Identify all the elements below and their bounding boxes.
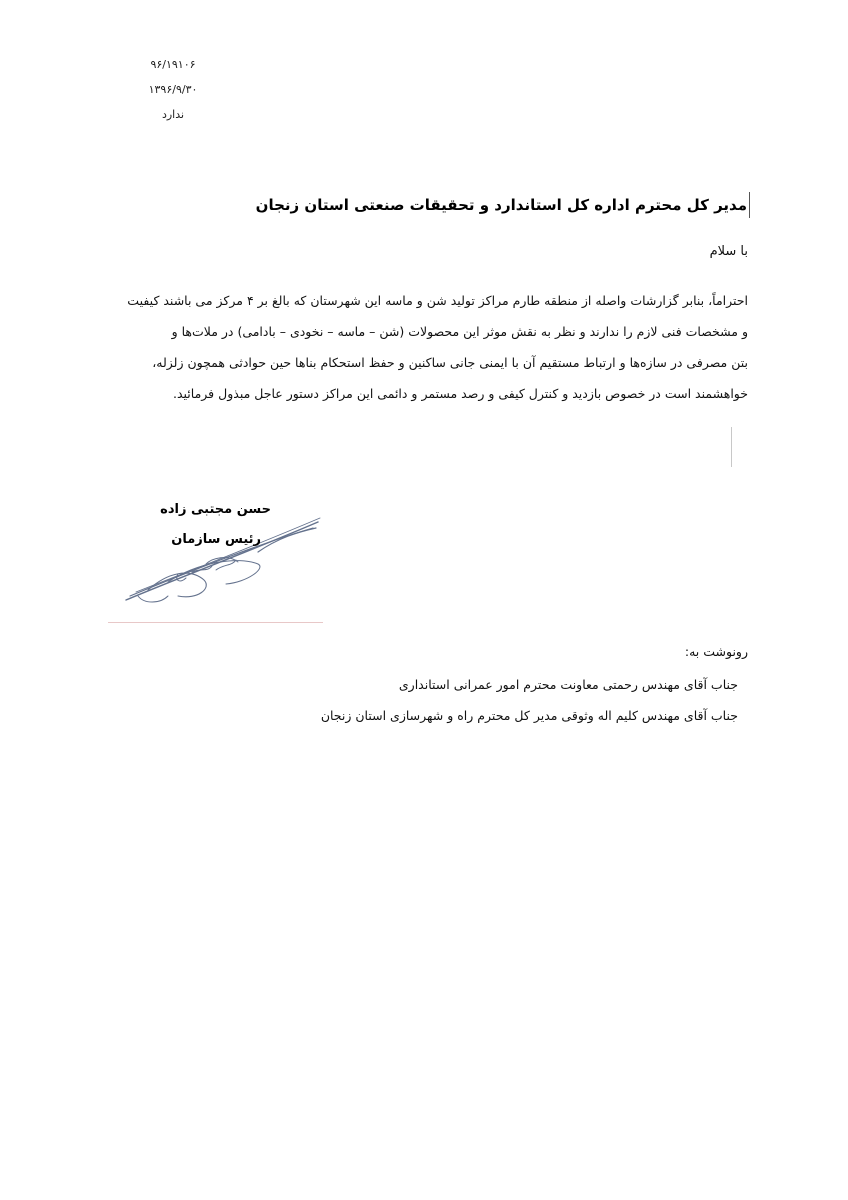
cc-label: رونوشت به: <box>684 644 748 659</box>
body-line: و مشخصات فنی لازم را ندارند و نظر به نقش موثر این محصولات (شن – ماسه – نخودی – بادامی) در ملات‌ها و <box>171 324 748 339</box>
letter-attachment: ندارد <box>161 108 185 121</box>
text-cursor-line <box>731 427 732 467</box>
signatory-name: حسن مجتبی زاده <box>160 502 271 517</box>
cc-recipient: جناب آقای مهندس رحمتی معاونت محترم امور عمرانی استانداری <box>398 677 738 692</box>
cc-recipient: جناب آقای مهندس کلیم اله وثوقی مدیر کل محترم راه و شهرسازی استان زنجان <box>320 708 738 723</box>
signature-divider <box>108 622 323 623</box>
body-line: احتراماً، بنابر گزارشات واصله از منطقه طارم مراکز تولید شن و ماسه این شهرستان که بالغ بر ۴ مرکز می باشند کیفیت <box>127 293 748 308</box>
letter-body <box>100 285 748 409</box>
letter-number: ۹۶/۱۹۱۰۶ <box>150 58 196 71</box>
letter-date: ۱۳۹۶/۹/۳۰ <box>148 83 198 96</box>
letter-recipient: مدیر کل محترم اداره کل استاندارد و تحقیقات صنعتی استان زنجان <box>227 192 750 218</box>
signatory-title: رئیس سازمان <box>171 532 261 547</box>
signature-block <box>108 492 323 624</box>
body-line: خواهشمند است در خصوص بازدید و کنترل کیفی و رصد مستمر و دائمی این مراکز دستور عاجل مبذول فرمائید. <box>173 386 748 401</box>
letter-metadata <box>128 52 218 127</box>
letter-greeting: با سلام <box>709 244 748 259</box>
body-line: بتن مصرفی در سازه‌ها و ارتباط مستقیم آن با ایمنی جانی ساکنین و حفظ استحکام بناها حین حوادثی همچون زلزله، <box>152 355 748 370</box>
